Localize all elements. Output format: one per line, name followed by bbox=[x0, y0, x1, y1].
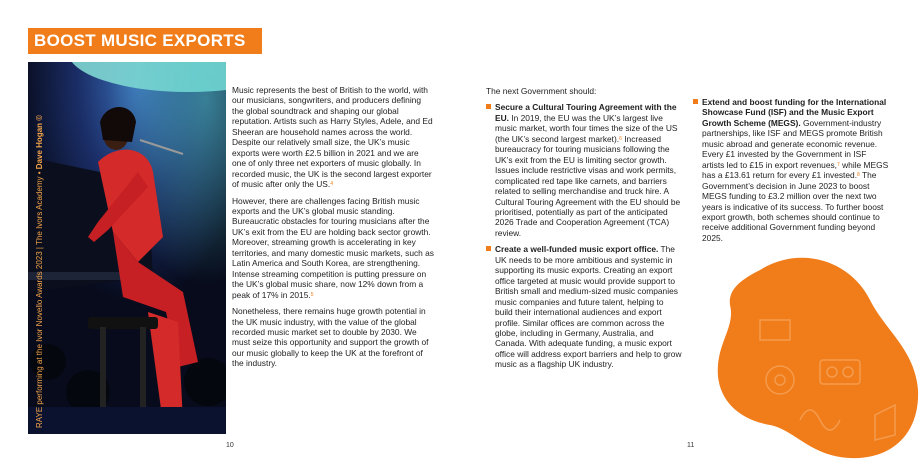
decorative-orange-blob bbox=[700, 240, 920, 460]
intro-text: The next Government should: bbox=[486, 86, 597, 96]
recommendation-text: The Government’s decision in June 2023 to boost MEGS funding to £3.2 million over the next two years is indicative of its success. To further boost export growth, both schemes should continue to receive additional Government funding beyond 2025. bbox=[702, 170, 884, 243]
recommendation-item bbox=[486, 102, 682, 238]
paragraph bbox=[232, 85, 434, 190]
page-title: BOOST MUSIC EXPORTS bbox=[28, 28, 262, 54]
recommendation-text: Government-industry partnerships, like ISF and MEGS promote British music abroad and generate economic revenue. Every £1 invested by the Government in ISF artists led to £15 in export revenues, bbox=[702, 117, 883, 170]
recommendation-heading: Create a well-funded music export office. bbox=[495, 244, 659, 255]
recommendation-item bbox=[693, 97, 889, 243]
footnote-ref: 7 bbox=[837, 161, 840, 168]
recommendation-item bbox=[486, 244, 682, 369]
page-number-left: 10 bbox=[226, 442, 234, 449]
footnote-ref: 4 bbox=[330, 181, 333, 188]
recommendation-text: The UK needs to be more ambitious and systemic in supporting its music exports. Creating an export office targeted at music would provide support to British small and medium-sized music companies music companies and future talent, helping to build their international audiences and export profile. Similar offices are common across the globe, including in Germany, Australia, and Canada. With adequate funding, a music export office will address export barriers and help to grow music as a flagship UK industry. bbox=[495, 244, 682, 370]
footnote-ref: 8 bbox=[857, 172, 860, 179]
paragraph-text: However, there are challenges facing British music exports and the UK’s global music standing. Bureaucratic obstacles for touring musicians after the UK’s exit from the EU are holding back sector growth. Moreover, streaming growth is accelerating in key territories, and many domestic music markets, such as Latin America and South Korea, are strengthening. Intense streaming competition is putting pressure on the UK’s global music share, now 12% down from a peak of 17% in 2015. bbox=[232, 195, 434, 300]
footnote-ref: 6 bbox=[619, 135, 622, 142]
paragraph: Nonetheless, there remains huge growth potential in the UK music industry, with the value of the global recorded music market set to double by 2030. We must seize this opportunity and support the growth of our music globally to keep the UK at the forefront of the industry. bbox=[232, 306, 429, 369]
middle-text-column bbox=[486, 86, 682, 376]
right-text-column bbox=[693, 97, 889, 249]
page-number-right: 11 bbox=[687, 442, 695, 449]
performer-photo bbox=[28, 62, 226, 434]
footnote-ref: 5 bbox=[310, 291, 314, 298]
photo-credit bbox=[34, 68, 46, 428]
recommendation-text: Increased bureaucracy for touring musicians following the UK’s exit from the EU is limiting sector growth. Issues include restrictive visas and work permits, complicated red tape like carnets, and barriers related to selling merchandise and truck hire. A Cultural Touring Agreement with the EU should be prioritised, potentially as part of the anticipated 2026 Trade and Cooperation Agreement (TCA) review. bbox=[495, 133, 681, 238]
recommendation-text: In 2019, the EU was the UK’s largest live music market, worth four times the size of the US (the UK’s second largest market). bbox=[495, 112, 678, 144]
photo-credit-separator: • bbox=[35, 169, 44, 177]
photo-illustration bbox=[28, 62, 226, 434]
left-text-column bbox=[232, 85, 434, 375]
recommendation-heading: Secure a Cultural Touring Agreement with the EU. bbox=[495, 102, 677, 123]
photo-credit-name: Dave Hogan © bbox=[35, 114, 44, 170]
paragraph bbox=[232, 196, 434, 301]
paragraph-text: Music represents the best of British to the world, with our musicians, songwriters, and producers defining the global soundtrack and shaping our global reputation. Artists such as Harry Styles, Adele, and Ed Sheeran are household names across the world. Despite our relatively small size, the UK’s music exports were worth £2.5 billion in 2021 and we are one of only three net exporters of music globally. In recorded music, the UK is the second largest exporter of music after only the US. bbox=[232, 85, 433, 190]
photo-credit-text: RAYE performing at the Ivor Novello Awards 2023 | The Ivors Academy bbox=[35, 176, 44, 428]
recommendation-text: while MEGS has a £13.61 return for every £1 invested. bbox=[702, 159, 889, 181]
recommendation-heading: Extend and boost funding for the International Showcase Fund (ISF) and the Music Export Growth Scheme (MEGS). bbox=[702, 97, 887, 128]
